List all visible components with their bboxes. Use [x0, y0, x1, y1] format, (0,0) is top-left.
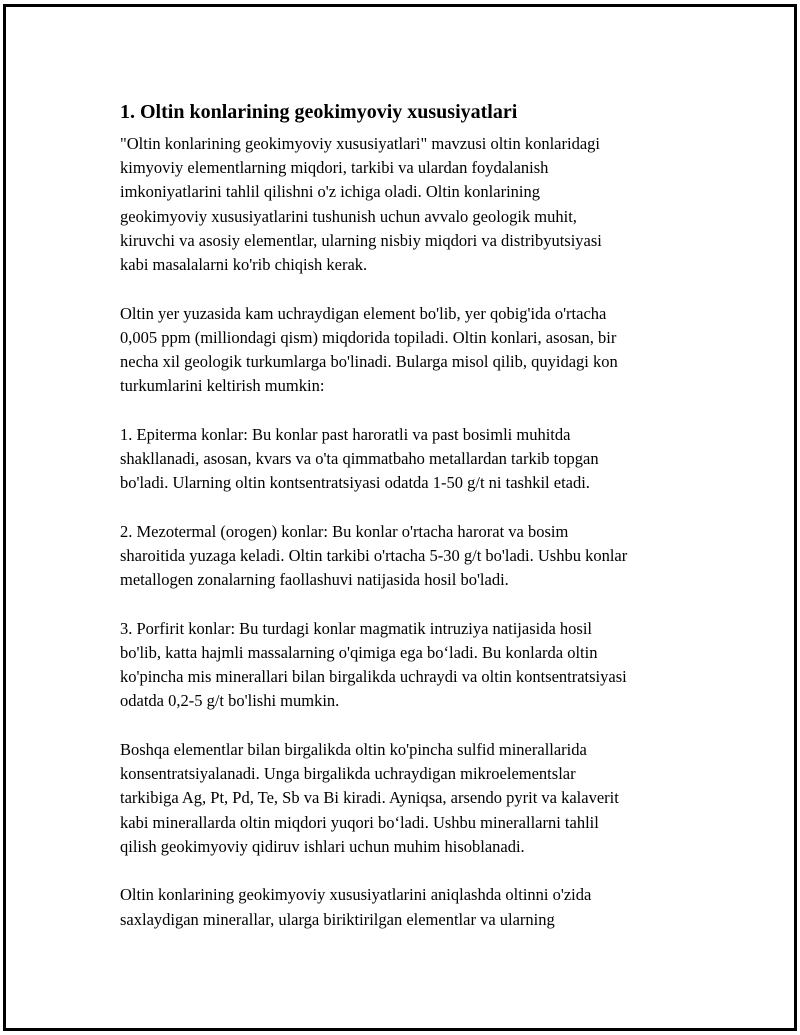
text-line: imkoniyatlarini tahlil qilishni o'z ichiga oladi. Oltin konlarining	[120, 182, 540, 202]
paragraph	[120, 423, 700, 496]
text-line: bo'ladi. Ularning oltin kontsentratsiyasi odatda 1-50 g/t ni tashkil etadi.	[120, 473, 590, 493]
section-heading: 1. Oltin konlarining geokimyoviy xususiyatlari	[120, 101, 518, 123]
text-line: kabi minerallarda oltin miqdori yuqori bo‘ladi. Ushbu minerallarni tahlil	[120, 812, 599, 832]
text-line: bo'lib, katta hajmli massalarning o'qimiga ega bo‘ladi. Bu konlarda oltin	[120, 643, 598, 663]
paragraph	[120, 132, 700, 277]
text-line: geokimyoviy xususiyatlarini tushunish uchun avvalo geologik muhit,	[120, 206, 577, 226]
text-line: kiruvchi va asosiy elementlar, ularning nisbiy miqdori va distribyutsiyasi	[120, 230, 602, 250]
text-line: 1. Epiterma konlar: Bu konlar past haroratli va past bosimli muhitda	[120, 424, 571, 444]
paragraph	[120, 302, 700, 399]
text-line: Oltin yer yuzasida kam uchraydigan element bo'lib, yer qobig'ida o'rtacha	[120, 303, 607, 323]
text-line: 2. Mezotermal (orogen) konlar: Bu konlar o'rtacha harorat va bosim	[120, 521, 569, 541]
document-body	[120, 99, 700, 956]
text-line: ko'pincha mis minerallari bilan birgalikda uchraydi va oltin kontsentratsiyasi	[120, 667, 627, 687]
paragraph	[120, 883, 700, 931]
paragraph	[120, 520, 700, 593]
text-line: Boshqa elementlar bilan birgalikda oltin ko'pincha sulfid minerallarida	[120, 740, 587, 760]
text-line: 0,005 ppm (milliondagi qism) miqdorida topiladi. Oltin konlari, asosan, bir	[120, 327, 617, 347]
text-line: metallogen zonalarning faollashuvi natijasida hosil bo'ladi.	[120, 570, 509, 590]
paragraph	[120, 738, 700, 859]
text-line: turkumlarini keltirish mumkin:	[120, 376, 325, 396]
text-line: qilish geokimyoviy qidiruv ishlari uchun muhim hisoblanadi.	[120, 836, 525, 856]
text-line: kimyoviy elementlarning miqdori, tarkibi va ulardan foydalanish	[120, 158, 549, 178]
paragraph	[120, 617, 700, 714]
text-line: Oltin konlarining geokimyoviy xususiyatlarini aniqlashda oltinni o'zida	[120, 885, 592, 905]
text-line: odatda 0,2-5 g/t bo'lishi mumkin.	[120, 691, 340, 711]
text-line: 3. Porfirit konlar: Bu turdagi konlar magmatik intruziya natijasida hosil	[120, 618, 592, 638]
text-line: konsentratsiyalanadi. Unga birgalikda uchraydigan mikroelementslar	[120, 764, 576, 784]
text-line: tarkibiga Ag, Pt, Pd, Te, Sb va Bi kiradi. Ayniqsa, arsendo pyrit va kalaverit	[120, 788, 619, 808]
text-line: kabi masalalarni ko'rib chiqish kerak.	[120, 255, 368, 275]
text-line: saxlaydigan minerallar, ularga biriktirilgan elementlar va ularning	[120, 909, 555, 929]
text-line: necha xil geologik turkumlarga bo'linadi. Bularga misol qilib, quyidagi kon	[120, 352, 618, 372]
paragraph-list	[120, 132, 700, 932]
text-line: "Oltin konlarining geokimyoviy xususiyatlari" mavzusi oltin konlaridagi	[120, 134, 600, 153]
text-line: sharoitida yuzaga keladi. Oltin tarkibi o'rtacha 5-30 g/t bo'ladi. Ushbu konlar	[120, 546, 628, 566]
page-frame	[3, 4, 797, 1031]
text-line: shakllanadi, asosan, kvars va o'ta qimmatbaho metallardan tarkib topgan	[120, 449, 599, 469]
